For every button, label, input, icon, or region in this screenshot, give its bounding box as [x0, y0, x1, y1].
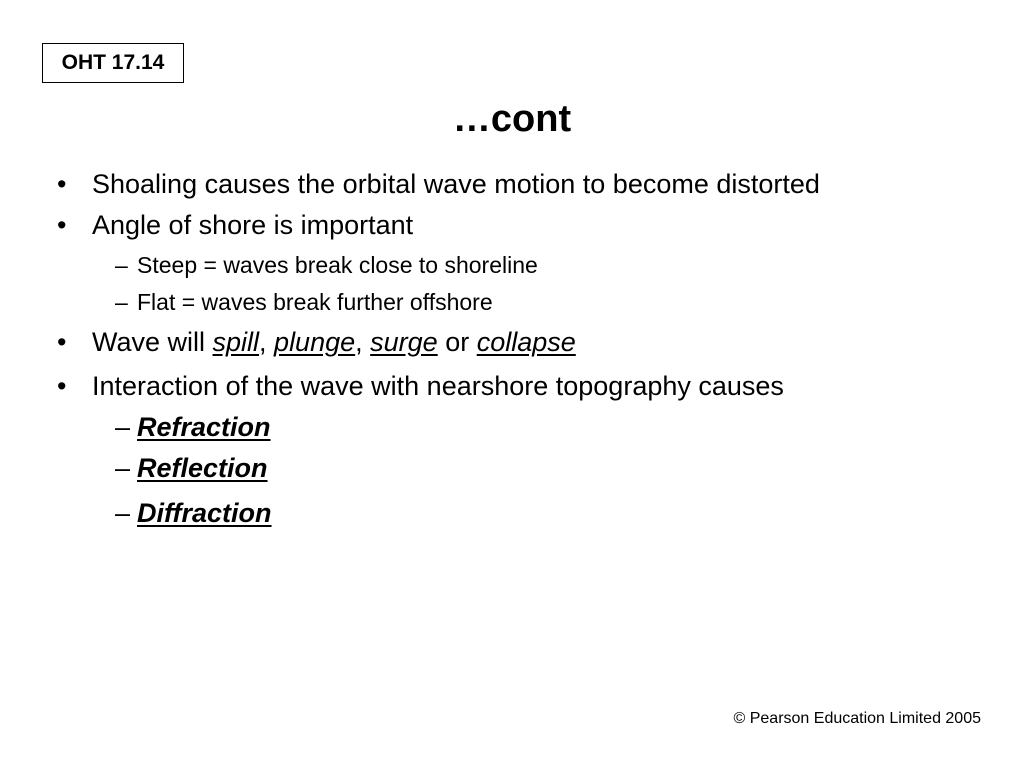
- dash-marker: –: [115, 498, 131, 528]
- oht-label-box: [42, 43, 184, 83]
- bullet-item-3: [0, 326, 1024, 358]
- sub-item-flat: [0, 288, 1024, 316]
- dash-marker: –: [115, 453, 131, 483]
- wave-will-text: Wave will: [92, 327, 213, 357]
- sub-item-steep: [0, 251, 1024, 279]
- term-reflection: Reflection: [137, 453, 268, 483]
- term-spill: spill: [212, 327, 260, 357]
- sub-item-reflection: [0, 452, 1024, 484]
- bullet-marker: •: [57, 371, 67, 401]
- slide-title: …cont: [452, 98, 572, 140]
- oht-label: OHT 17.14: [61, 51, 165, 74]
- term-diffraction: Diffraction: [137, 498, 272, 528]
- sub-item-diffraction: [0, 497, 1024, 529]
- bullet-text: Angle of shore is important: [92, 210, 414, 240]
- bullet-text: Interaction of the wave with nearshore topography causes: [92, 371, 784, 401]
- bullet-text: [92, 326, 576, 358]
- term-collapse: collapse: [476, 327, 576, 357]
- term-plunge: plunge: [274, 327, 356, 357]
- separator: ,: [259, 327, 275, 357]
- copyright-footer: © Pearson Education Limited 2005: [733, 710, 981, 727]
- separator: ,: [355, 327, 371, 357]
- dash-marker: –: [115, 412, 131, 442]
- separator: or: [437, 327, 477, 357]
- bullet-item-1: [0, 168, 1024, 200]
- bullet-marker: •: [57, 210, 67, 240]
- bullet-marker: •: [57, 169, 67, 199]
- term-surge: surge: [370, 327, 438, 357]
- sub-item-text: Steep = waves break close to shoreline: [137, 252, 538, 278]
- dash-marker: –: [115, 252, 128, 278]
- bullet-item-2: [0, 209, 1024, 241]
- bullet-text: Shoaling causes the orbital wave motion to become distorted: [92, 169, 820, 199]
- dash-marker: –: [115, 289, 128, 315]
- bullet-marker: •: [57, 327, 67, 357]
- sub-item-text: Flat = waves break further offshore: [137, 289, 493, 315]
- sub-item-refraction: [0, 411, 1024, 443]
- term-refraction: Refraction: [137, 412, 271, 442]
- bullet-item-4: [0, 370, 1024, 402]
